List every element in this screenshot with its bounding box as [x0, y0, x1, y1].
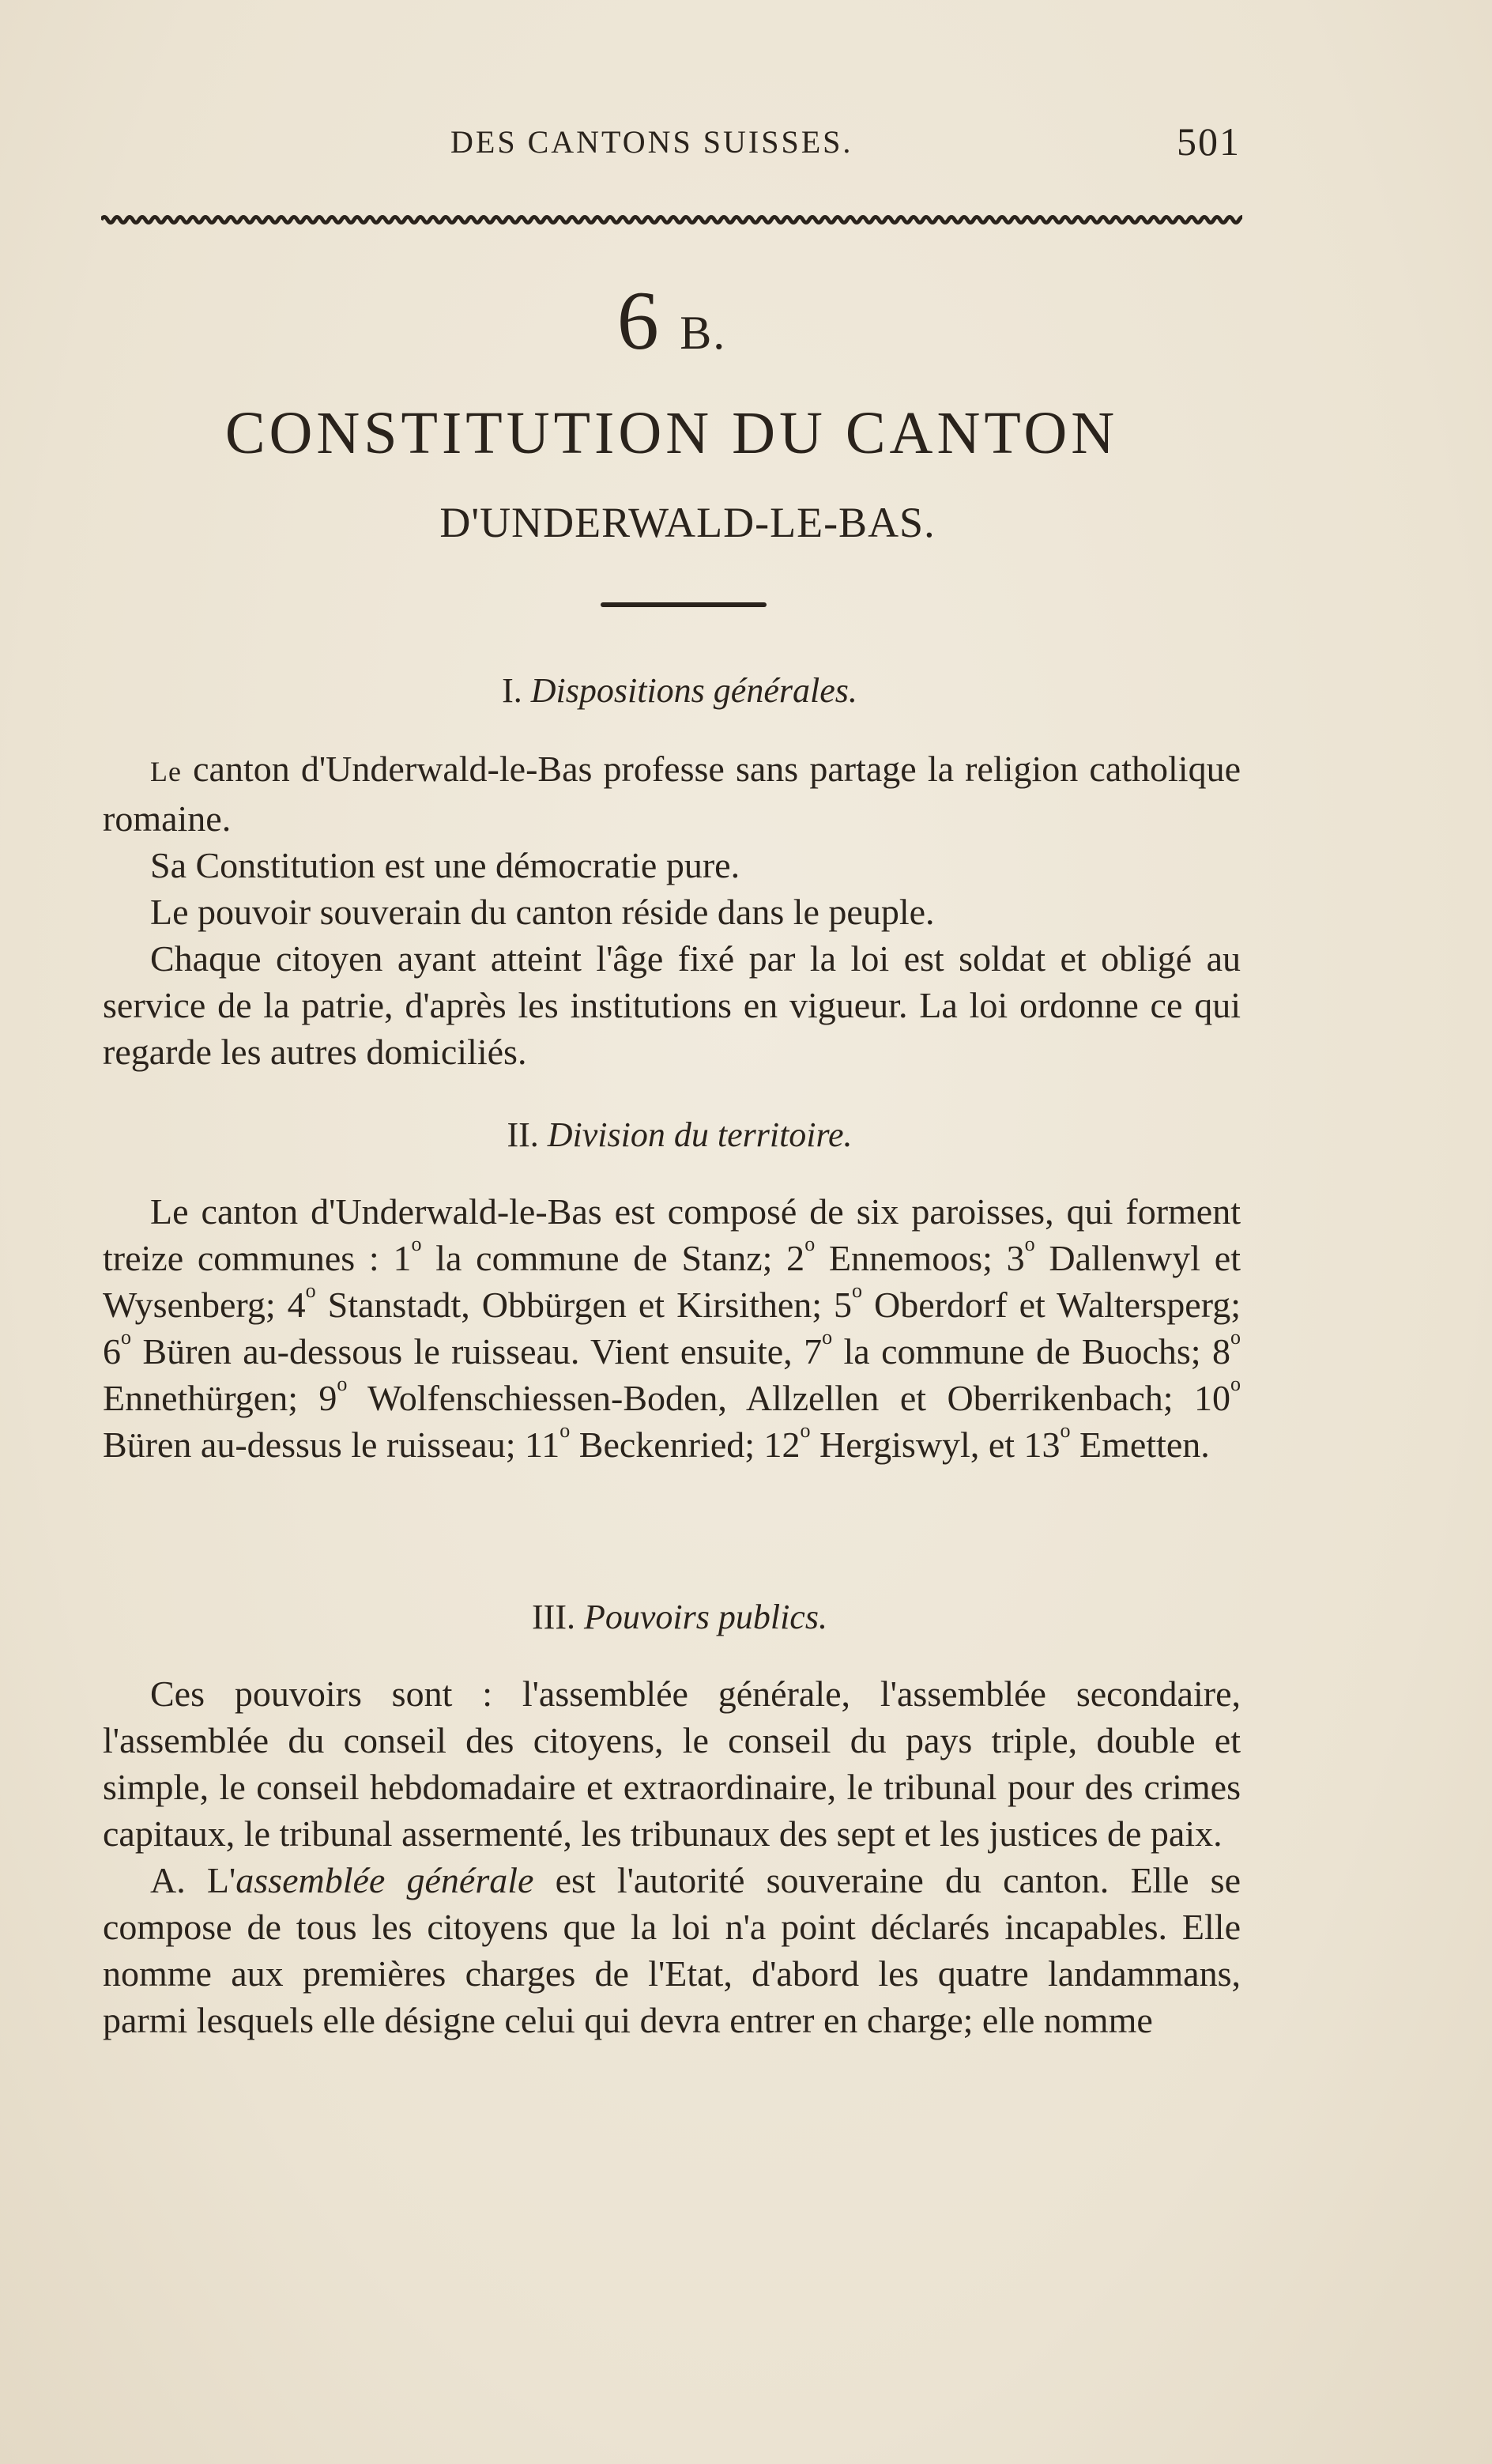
section-heading-text: Dispositions générales.	[530, 671, 857, 710]
section-3-body	[103, 1670, 1241, 2043]
text-run: Emetten.	[1070, 1424, 1210, 1465]
text-run: Ennemoos; 3	[815, 1238, 1025, 1278]
section-number-letter: B.	[680, 307, 727, 359]
degree-mark: o	[822, 1326, 833, 1349]
section-number	[0, 273, 1343, 369]
section-number-digit: 6	[616, 274, 659, 367]
degree-mark: o	[852, 1279, 863, 1302]
degree-mark: o	[1230, 1326, 1241, 1349]
text-run: Wolfenschiessen-Boden, Allzellen et Oberrikenbach; 10	[347, 1378, 1231, 1418]
section-2-body	[103, 1188, 1241, 1468]
wavy-rule-divider	[101, 212, 1242, 228]
paragraph-text: canton d'Underwald-le-Bas professe sans partage la religion catholique romaine.	[103, 749, 1241, 839]
paragraph-a	[103, 1857, 1241, 2043]
section-heading-2	[0, 1115, 1359, 1155]
section-heading-text: Pouvoirs publics.	[583, 1598, 827, 1636]
degree-mark: o	[804, 1232, 816, 1255]
degree-mark: o	[305, 1279, 316, 1302]
first-word: Le	[150, 756, 182, 787]
text-run: Oberdorf et Waltersperg; 6	[103, 1285, 1241, 1372]
term: assemblée générale	[235, 1860, 534, 1900]
running-head	[103, 119, 1241, 166]
paragraph-text: est l'autorité souveraine du canton. Elle se compose de tous les citoyens que la loi n'a point déclarés incapables. Elle nomme aux premières charges de l'Etat, d'abord les quatre landammans, parmi lesquels elle désigne celui qui devra entrer en charge; elle nomme	[103, 1860, 1241, 2040]
degree-mark: o	[337, 1372, 348, 1395]
paragraph: Sa Constitution est une démocratie pure.	[150, 845, 740, 885]
section-numeral: II.	[507, 1115, 539, 1154]
paragraph: Chaque citoyen ayant atteint l'âge fixé par la loi est soldat et obligé au service de la patrie, d'après les institutions en vigueur. La loi ordonne ce qui regarde les autres domiciliés.	[103, 938, 1241, 1072]
section-heading-1	[0, 670, 1359, 711]
text-run: Ennethürgen; 9	[103, 1378, 337, 1418]
paragraph-label: A. L'	[150, 1860, 236, 1900]
degree-mark: o	[121, 1326, 131, 1349]
text-run: Hergiswyl, et 13	[810, 1424, 1061, 1465]
section-numeral: III.	[532, 1598, 575, 1636]
section-heading-text: Division du territoire.	[547, 1115, 853, 1154]
degree-mark: o	[560, 1419, 571, 1442]
text-run: Le canton d'Underwald-le-Bas est composé de six paroisses, qui forment treize communes : 1	[103, 1191, 1241, 1278]
paragraph: Ces pouvoirs sont : l'assemblée générale, l'assemblée secondaire, l'assemblée du conseil des citoyens, le conseil du pays triple, double et simple, le conseil hebdomadaire et extraordinaire, le tribunal pour des crimes capitaux, le tribunal assermenté, les tribunaux des sept et les justices de paix.	[103, 1673, 1241, 1854]
degree-mark: o	[411, 1232, 422, 1255]
text-run: Stanstadt, Obbürgen et Kirsithen; 5	[315, 1285, 853, 1325]
section-1-body	[103, 745, 1241, 1075]
text-run: la commune de Buochs; 8	[832, 1331, 1230, 1372]
paragraph	[103, 745, 1241, 842]
title-rule	[601, 602, 767, 607]
section-heading-3	[0, 1597, 1359, 1637]
degree-mark: o	[1024, 1232, 1035, 1255]
running-title: DES CANTONS SUISSES.	[450, 124, 853, 160]
degree-mark: o	[1060, 1419, 1071, 1442]
degree-mark: o	[800, 1419, 811, 1442]
section-numeral: I.	[502, 671, 522, 710]
sub-title: D'UNDERWALD-LE-BAS.	[439, 499, 936, 546]
paragraph: Le pouvoir souverain du canton réside dans le peuple.	[150, 892, 935, 932]
page-number: 501	[1177, 119, 1241, 164]
text-run: Beckenried; 12	[570, 1424, 801, 1465]
main-title: CONSTITUTION DU CANTON	[224, 400, 1119, 466]
text-run: Dallenwyl et Wysenberg; 4	[103, 1238, 1241, 1325]
text-run: Büren au-dessus le ruisseau; 11	[103, 1424, 560, 1465]
text-run: la commune de Stanz; 2	[421, 1238, 805, 1278]
text-run: Büren au-dessous le ruisseau. Vient ensuite, 7	[131, 1331, 823, 1372]
degree-mark: o	[1230, 1372, 1241, 1395]
paragraph	[103, 1188, 1241, 1468]
